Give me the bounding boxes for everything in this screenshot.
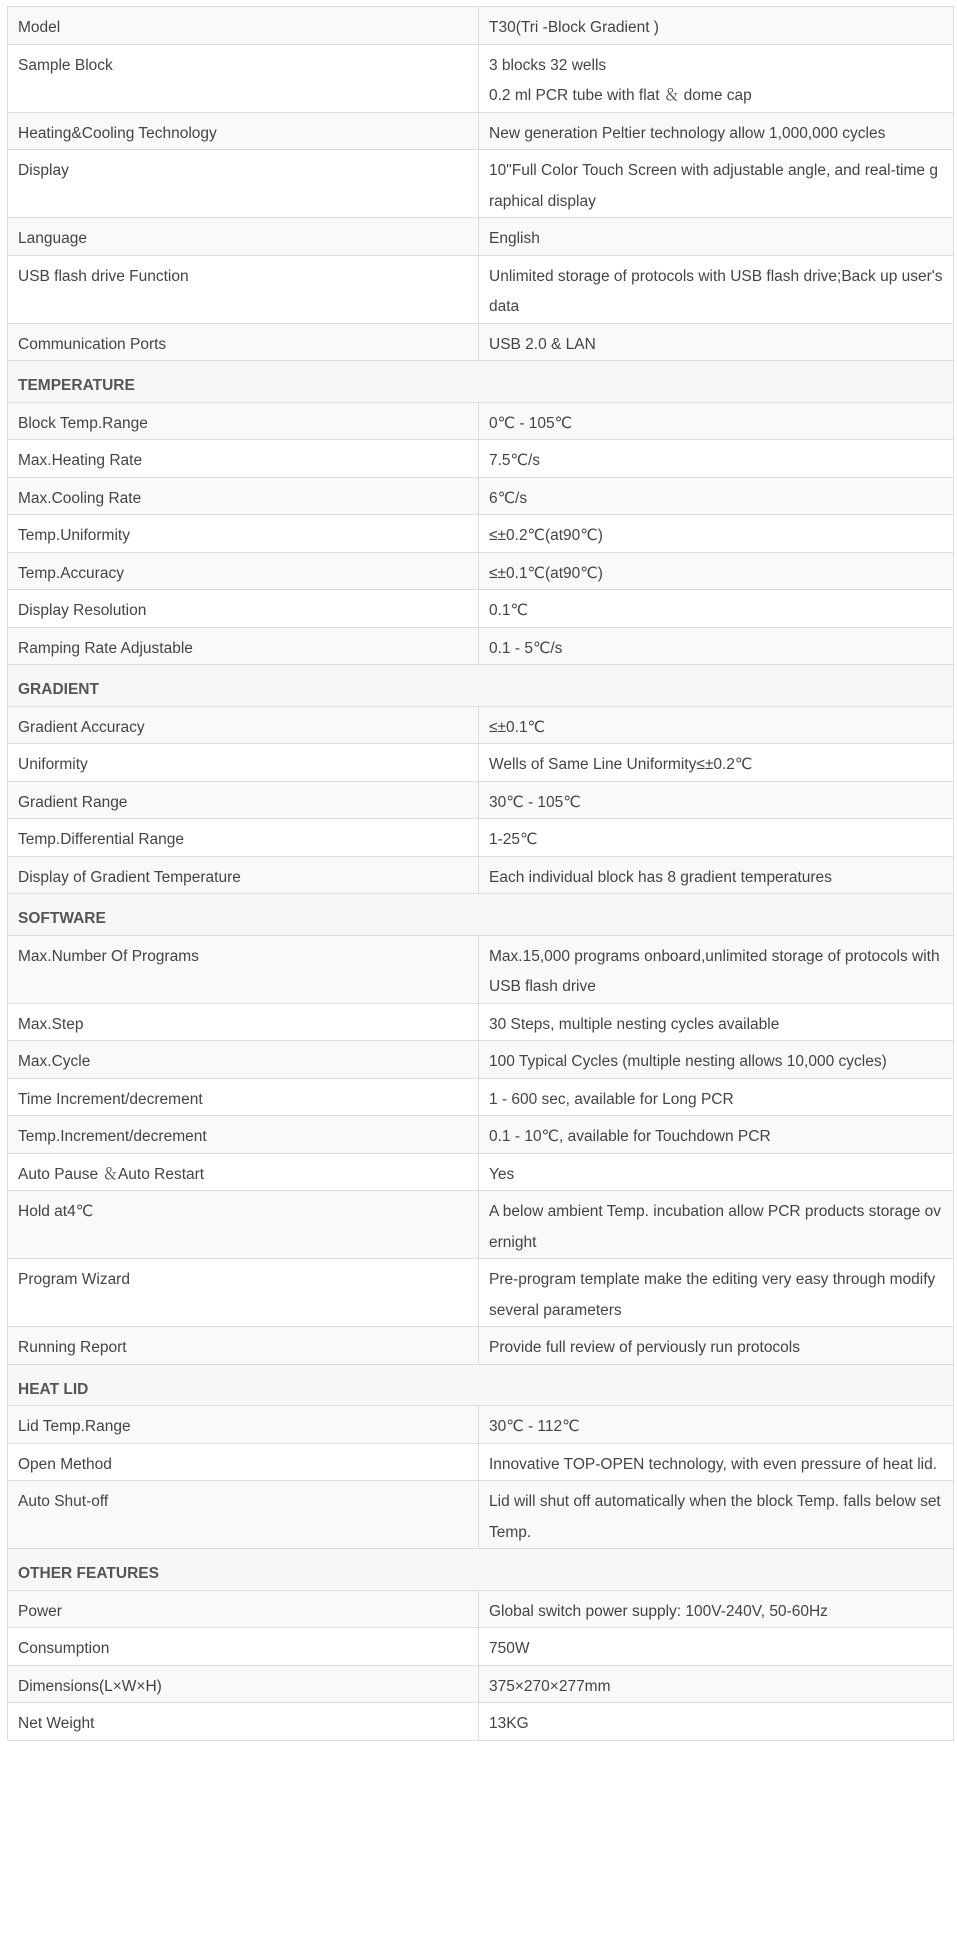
spec-label: Display — [8, 150, 479, 218]
spec-value — [479, 590, 954, 628]
spec-label: Max.Heating Rate — [8, 440, 479, 478]
spec-row — [8, 323, 954, 361]
spec-label: Language — [8, 218, 479, 256]
spec-value — [479, 1665, 954, 1703]
spec-value-line: 0.1 - 5℃/s — [489, 639, 563, 657]
spec-value-line: USB 2.0 & LAN — [489, 335, 596, 353]
specifications-table-body — [8, 7, 954, 1741]
spec-row — [8, 7, 954, 45]
spec-label: Lid Temp.Range — [8, 1406, 479, 1444]
spec-value — [479, 1406, 954, 1444]
spec-label: USB flash drive Function — [8, 255, 479, 323]
spec-label: Program Wizard — [8, 1259, 479, 1327]
spec-value — [479, 255, 954, 323]
spec-value-line: Wells of Same Line Uniformity≤±0.2℃ — [489, 756, 753, 773]
spec-row — [8, 255, 954, 323]
spec-value-line: 30℃ - 105℃ — [489, 793, 581, 811]
spec-label: Max.Cycle — [8, 1041, 479, 1079]
spec-row — [8, 112, 954, 150]
spec-value — [479, 1443, 954, 1481]
spec-value-line: ≤±0.2℃(at90℃) — [489, 527, 603, 544]
spec-row — [8, 1116, 954, 1154]
spec-value-line: A below ambient Temp. incubation allow PCR products storage overnight — [489, 1203, 942, 1251]
spec-label: Temp.Differential Range — [8, 819, 479, 857]
spec-value — [479, 1703, 954, 1741]
spec-label: Open Method — [8, 1443, 479, 1481]
spec-label: Gradient Accuracy — [8, 706, 479, 744]
spec-row — [8, 1259, 954, 1327]
spec-label: Communication Ports — [8, 323, 479, 361]
spec-row — [8, 515, 954, 553]
spec-row — [8, 1443, 954, 1481]
spec-value — [479, 1481, 954, 1549]
spec-row — [8, 1327, 954, 1365]
spec-value — [479, 477, 954, 515]
spec-value-line: 6℃/s — [489, 489, 528, 507]
spec-label: Heating&Cooling Technology — [8, 112, 479, 150]
spec-value-line: 0.2 ml PCR tube with flat ＆ dome cap — [489, 87, 752, 104]
spec-value — [479, 44, 954, 112]
spec-label: Max.Number Of Programs — [8, 935, 479, 1003]
spec-value-line: 375×270×277mm — [489, 1677, 611, 1695]
section-title: GRADIENT — [8, 665, 954, 707]
spec-value — [479, 1259, 954, 1327]
spec-value-line: 0.1℃ — [489, 602, 528, 619]
spec-label: Model — [8, 7, 479, 45]
spec-value-line: Unlimited storage of protocols with USB flash drive;Back up user's data — [489, 267, 943, 315]
spec-row — [8, 1703, 954, 1741]
spec-value-line: ≤±0.1℃ — [489, 718, 545, 736]
spec-label: Net Weight — [8, 1703, 479, 1741]
spec-value-line: ≤±0.1℃(at90℃) — [489, 564, 603, 582]
spec-label: Display Resolution — [8, 590, 479, 628]
spec-value — [479, 856, 954, 894]
spec-label: Hold at4℃ — [8, 1191, 479, 1259]
spec-value — [479, 552, 954, 590]
spec-label: Dimensions(L×W×H) — [8, 1665, 479, 1703]
spec-label: Max.Cooling Rate — [8, 477, 479, 515]
spec-label: Time Increment/decrement — [8, 1078, 479, 1116]
spec-label: Consumption — [8, 1628, 479, 1666]
spec-value-line: Pre-program template make the editing very easy through modify several parameters — [489, 1271, 936, 1319]
spec-row — [8, 1481, 954, 1549]
spec-value — [479, 1003, 954, 1041]
spec-value — [479, 627, 954, 665]
spec-row — [8, 819, 954, 857]
spec-value — [479, 1628, 954, 1666]
spec-row — [8, 218, 954, 256]
spec-value-line: 7.5℃/s — [489, 452, 541, 469]
spec-value — [479, 744, 954, 782]
spec-label: Ramping Rate Adjustable — [8, 627, 479, 665]
spec-label: Max.Step — [8, 1003, 479, 1041]
spec-row — [8, 1003, 954, 1041]
spec-row — [8, 477, 954, 515]
spec-label: Power — [8, 1590, 479, 1628]
spec-value — [479, 1078, 954, 1116]
spec-value-line: 0.1 - 10℃, available for Touchdown PCR — [489, 1128, 771, 1145]
spec-value — [479, 706, 954, 744]
spec-value — [479, 1191, 954, 1259]
spec-value — [479, 150, 954, 218]
spec-value-line: Innovative TOP-OPEN technology, with even pressure of heat lid. — [489, 1455, 938, 1473]
spec-label: Running Report — [8, 1327, 479, 1365]
spec-value-line: 0℃ - 105℃ — [489, 414, 573, 432]
spec-value-line: New generation Peltier technology allow 1,000,000 cycles — [489, 124, 886, 142]
section-header-row — [8, 665, 954, 707]
spec-table-container — [7, 6, 953, 1741]
spec-row — [8, 706, 954, 744]
spec-row — [8, 935, 954, 1003]
section-header-row — [8, 1364, 954, 1406]
spec-row — [8, 1153, 954, 1191]
spec-row — [8, 1406, 954, 1444]
section-title: SOFTWARE — [8, 894, 954, 936]
spec-label: Auto Shut-off — [8, 1481, 479, 1549]
spec-value — [479, 112, 954, 150]
spec-value-line: 3 blocks 32 wells — [489, 56, 607, 74]
spec-label: Temp.Accuracy — [8, 552, 479, 590]
spec-value-line: 30℃ - 112℃ — [489, 1418, 580, 1435]
spec-value — [479, 1153, 954, 1191]
spec-row — [8, 627, 954, 665]
spec-row — [8, 1665, 954, 1703]
spec-label: Uniformity — [8, 744, 479, 782]
spec-value — [479, 935, 954, 1003]
section-header-row — [8, 1549, 954, 1591]
spec-row — [8, 1590, 954, 1628]
spec-value — [479, 7, 954, 45]
spec-value — [479, 402, 954, 440]
spec-value-line: 13KG — [489, 1715, 529, 1732]
spec-value-line: Lid will shut off automatically when the block Temp. falls below set Temp. — [489, 1493, 941, 1541]
spec-row — [8, 1191, 954, 1259]
spec-row — [8, 440, 954, 478]
spec-value-line: 100 Typical Cycles (multiple nesting allows 10,000 cycles) — [489, 1053, 887, 1070]
section-header-row — [8, 894, 954, 936]
spec-value-line: 30 Steps, multiple nesting cycles available — [489, 1015, 780, 1033]
spec-row — [8, 744, 954, 782]
section-title: OTHER FEATURES — [8, 1549, 954, 1591]
spec-row — [8, 44, 954, 112]
spec-value-line: 1 - 600 sec, available for Long PCR — [489, 1090, 734, 1108]
spec-label: Auto Pause ＆Auto Restart — [8, 1153, 479, 1191]
spec-value — [479, 819, 954, 857]
spec-label: Display of Gradient Temperature — [8, 856, 479, 894]
spec-value — [479, 781, 954, 819]
spec-row — [8, 1628, 954, 1666]
spec-value — [479, 323, 954, 361]
spec-row — [8, 150, 954, 218]
spec-value — [479, 218, 954, 256]
section-title: HEAT LID — [8, 1364, 954, 1406]
spec-value — [479, 1116, 954, 1154]
spec-row — [8, 1041, 954, 1079]
spec-value-line: 750W — [489, 1640, 530, 1657]
spec-value-line: Yes — [489, 1165, 515, 1183]
spec-value-line: 1-25℃ — [489, 831, 538, 848]
spec-row — [8, 402, 954, 440]
spec-row — [8, 856, 954, 894]
spec-value-line: T30(Tri -Block Gradient ) — [489, 19, 659, 36]
spec-value-line: Max.15,000 programs onboard,unlimited storage of protocols with USB flash drive — [489, 947, 940, 995]
spec-value-line: English — [489, 230, 540, 247]
section-title: TEMPERATURE — [8, 361, 954, 403]
spec-row — [8, 552, 954, 590]
spec-value — [479, 1327, 954, 1365]
spec-value-line: 10"Full Color Touch Screen with adjustable angle, and real-time graphical display — [489, 162, 938, 210]
spec-value-line: Each individual block has 8 gradient temperatures — [489, 868, 832, 886]
spec-row — [8, 1078, 954, 1116]
spec-label: Temp.Uniformity — [8, 515, 479, 553]
spec-value-line: Global switch power supply: 100V-240V, 50-60Hz — [489, 1602, 828, 1620]
spec-value — [479, 1590, 954, 1628]
spec-label: Sample Block — [8, 44, 479, 112]
spec-row — [8, 781, 954, 819]
spec-label: Gradient Range — [8, 781, 479, 819]
specifications-table — [7, 6, 954, 1741]
spec-label: Temp.Increment/decrement — [8, 1116, 479, 1154]
spec-value — [479, 440, 954, 478]
section-header-row — [8, 361, 954, 403]
spec-value — [479, 515, 954, 553]
spec-value — [479, 1041, 954, 1079]
spec-value-line: Provide full review of perviously run protocols — [489, 1339, 800, 1356]
spec-label: Block Temp.Range — [8, 402, 479, 440]
spec-row — [8, 590, 954, 628]
